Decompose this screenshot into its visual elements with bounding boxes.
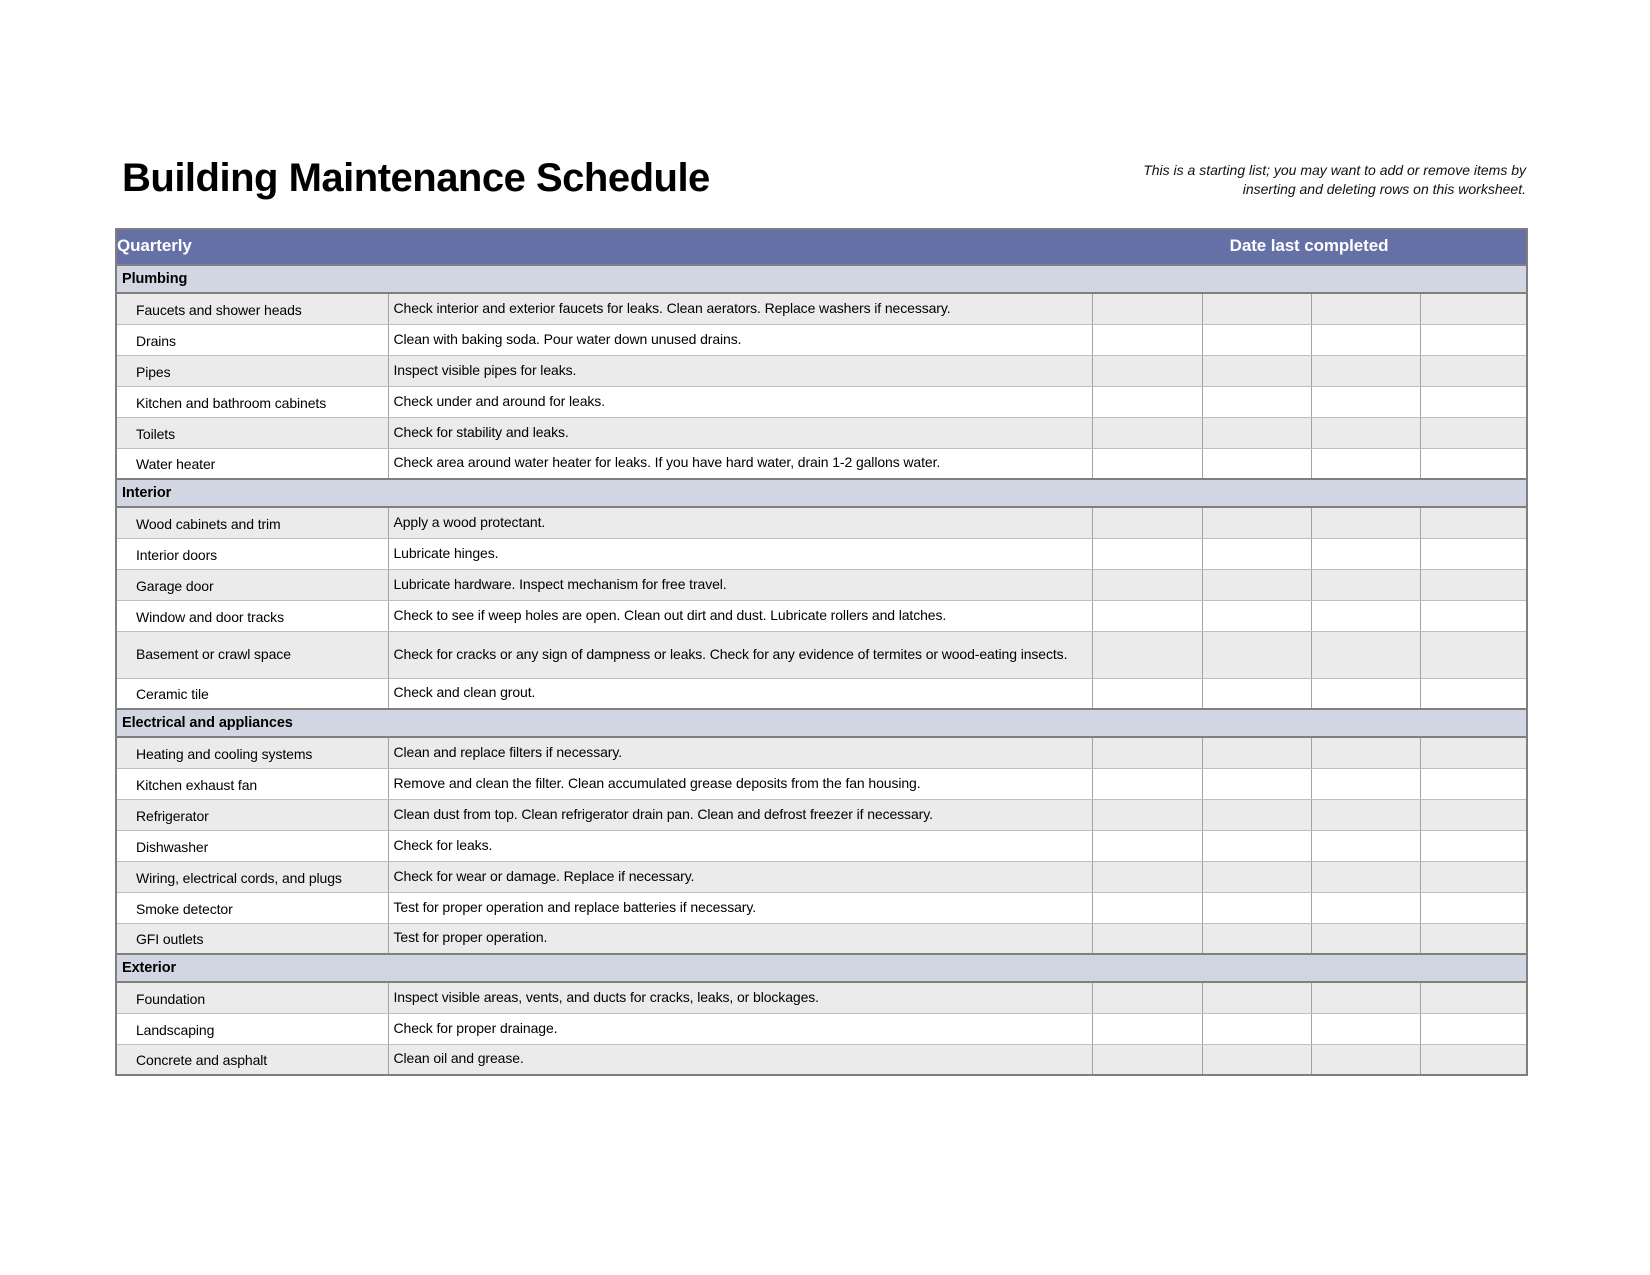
date-completed-cell[interactable] (1202, 448, 1311, 479)
item-cell: Wood cabinets and trim (116, 507, 388, 538)
section-row-interior (116, 479, 1527, 507)
date-completed-cell[interactable] (1420, 324, 1527, 355)
section-row-plumbing (116, 265, 1527, 293)
table-row (116, 507, 1527, 538)
date-completed-cell[interactable] (1092, 861, 1202, 892)
item-cell: Faucets and shower heads (116, 293, 388, 324)
table-header-row (116, 229, 1527, 265)
date-completed-cell[interactable] (1092, 982, 1202, 1013)
table-row (116, 892, 1527, 923)
item-cell: Toilets (116, 417, 388, 448)
date-completed-cell[interactable] (1092, 293, 1202, 324)
item-cell: Concrete and asphalt (116, 1044, 388, 1075)
date-completed-cell[interactable] (1420, 923, 1527, 954)
item-cell: Kitchen exhaust fan (116, 768, 388, 799)
worksheet-note (1143, 161, 1526, 199)
note-line-2: inserting and deleting rows on this worksheet. (1242, 181, 1526, 197)
date-completed-cell[interactable] (1202, 569, 1311, 600)
date-completed-cell[interactable] (1092, 830, 1202, 861)
date-completed-cell[interactable] (1202, 799, 1311, 830)
date-completed-cell[interactable] (1420, 861, 1527, 892)
date-completed-cell[interactable] (1420, 538, 1527, 569)
description-cell: Clean dust from top. Clean refrigerator drain pan. Clean and defrost freezer if necessary. (388, 799, 1092, 830)
date-completed-cell[interactable] (1092, 507, 1202, 538)
date-completed-cell[interactable] (1311, 678, 1420, 709)
date-completed-cell[interactable] (1311, 982, 1420, 1013)
date-completed-cell[interactable] (1092, 892, 1202, 923)
date-completed-cell[interactable] (1311, 799, 1420, 830)
item-cell: Garage door (116, 569, 388, 600)
date-completed-cell[interactable] (1092, 923, 1202, 954)
item-cell: Basement or crawl space (116, 631, 388, 678)
table-row (116, 293, 1527, 324)
date-completed-cell[interactable] (1420, 1013, 1527, 1044)
date-completed-cell[interactable] (1311, 892, 1420, 923)
date-completed-cell[interactable] (1092, 386, 1202, 417)
date-completed-cell[interactable] (1092, 569, 1202, 600)
date-completed-cell[interactable] (1420, 892, 1527, 923)
description-cell: Check under and around for leaks. (388, 386, 1092, 417)
date-completed-cell[interactable] (1092, 768, 1202, 799)
date-completed-cell[interactable] (1311, 1044, 1420, 1075)
date-completed-cell[interactable] (1202, 923, 1311, 954)
date-completed-cell[interactable] (1420, 448, 1527, 479)
item-cell: Smoke detector (116, 892, 388, 923)
section-label: Electrical and appliances (116, 709, 1527, 737)
date-completed-cell[interactable] (1092, 448, 1202, 479)
table-row (116, 448, 1527, 479)
date-completed-cell[interactable] (1092, 678, 1202, 709)
table-row (116, 830, 1527, 861)
description-cell: Check to see if weep holes are open. Clean out dirt and dust. Lubricate rollers and latches. (388, 600, 1092, 631)
description-cell: Check for stability and leaks. (388, 417, 1092, 448)
description-cell: Check for leaks. (388, 830, 1092, 861)
date-completed-cell[interactable] (1420, 768, 1527, 799)
description-cell: Inspect visible areas, vents, and ducts for cracks, leaks, or blockages. (388, 982, 1092, 1013)
date-completed-cell[interactable] (1202, 507, 1311, 538)
header-date-last-completed: Date last completed (1229, 236, 1389, 255)
date-completed-cell[interactable] (1311, 417, 1420, 448)
date-completed-cell[interactable] (1092, 631, 1202, 678)
description-cell: Apply a wood protectant. (388, 507, 1092, 538)
date-completed-cell[interactable] (1092, 799, 1202, 830)
table-row (116, 982, 1527, 1013)
table-row (116, 569, 1527, 600)
date-completed-cell[interactable] (1202, 737, 1311, 768)
date-completed-cell[interactable] (1420, 600, 1527, 631)
date-completed-cell[interactable] (1202, 768, 1311, 799)
date-completed-cell[interactable] (1420, 737, 1527, 768)
description-cell: Check for wear or damage. Replace if necessary. (388, 861, 1092, 892)
section-label: Exterior (116, 954, 1527, 982)
date-completed-cell[interactable] (1202, 600, 1311, 631)
date-completed-cell[interactable] (1420, 830, 1527, 861)
date-completed-cell[interactable] (1202, 293, 1311, 324)
item-cell: Foundation (116, 982, 388, 1013)
description-cell: Check for cracks or any sign of dampness or leaks. Check for any evidence of termites or wood-eating insects. (388, 631, 1092, 678)
description-cell: Clean oil and grease. (388, 1044, 1092, 1075)
date-completed-cell[interactable] (1420, 631, 1527, 678)
date-completed-cell[interactable] (1092, 417, 1202, 448)
item-cell: Drains (116, 324, 388, 355)
date-completed-cell[interactable] (1092, 324, 1202, 355)
table-row (116, 324, 1527, 355)
date-completed-cell[interactable] (1092, 1013, 1202, 1044)
table-row (116, 538, 1527, 569)
date-completed-cell[interactable] (1202, 678, 1311, 709)
item-cell: GFI outlets (116, 923, 388, 954)
date-completed-cell[interactable] (1202, 417, 1311, 448)
date-completed-cell[interactable] (1311, 830, 1420, 861)
header-quarterly: Quarterly (117, 236, 192, 255)
date-completed-cell[interactable] (1202, 355, 1311, 386)
date-completed-cell[interactable] (1202, 1013, 1311, 1044)
section-row-exterior (116, 954, 1527, 982)
item-cell: Refrigerator (116, 799, 388, 830)
table-row (116, 923, 1527, 954)
description-cell: Check area around water heater for leaks. If you have hard water, drain 1-2 gallons water. (388, 448, 1092, 479)
date-completed-cell[interactable] (1420, 417, 1527, 448)
maintenance-schedule-table (115, 228, 1528, 1076)
date-completed-cell[interactable] (1202, 324, 1311, 355)
date-completed-cell[interactable] (1202, 982, 1311, 1013)
item-cell: Interior doors (116, 538, 388, 569)
date-completed-cell[interactable] (1311, 293, 1420, 324)
item-cell: Heating and cooling systems (116, 737, 388, 768)
description-cell: Lubricate hinges. (388, 538, 1092, 569)
date-completed-cell[interactable] (1202, 861, 1311, 892)
date-completed-cell[interactable] (1092, 737, 1202, 768)
table-row (116, 768, 1527, 799)
date-completed-cell[interactable] (1420, 507, 1527, 538)
item-cell: Pipes (116, 355, 388, 386)
table-row (116, 737, 1527, 768)
description-cell: Test for proper operation and replace batteries if necessary. (388, 892, 1092, 923)
description-cell: Check and clean grout. (388, 678, 1092, 709)
note-line-1: This is a starting list; you may want to add or remove items by (1143, 162, 1526, 178)
date-completed-cell[interactable] (1311, 324, 1420, 355)
table-row (116, 678, 1527, 709)
table-row (116, 1013, 1527, 1044)
item-cell: Dishwasher (116, 830, 388, 861)
section-row-electrical-and-appliances (116, 709, 1527, 737)
item-cell: Wiring, electrical cords, and plugs (116, 861, 388, 892)
item-cell: Window and door tracks (116, 600, 388, 631)
date-completed-cell[interactable] (1311, 355, 1420, 386)
description-cell: Remove and clean the filter. Clean accumulated grease deposits from the fan housing. (388, 768, 1092, 799)
item-cell: Ceramic tile (116, 678, 388, 709)
date-completed-cell[interactable] (1420, 1044, 1527, 1075)
date-completed-cell[interactable] (1311, 448, 1420, 479)
page-title: Building Maintenance Schedule (122, 156, 710, 200)
date-completed-cell[interactable] (1311, 538, 1420, 569)
date-completed-cell[interactable] (1311, 1013, 1420, 1044)
section-label: Plumbing (116, 265, 1527, 293)
date-completed-cell[interactable] (1420, 293, 1527, 324)
date-completed-cell[interactable] (1420, 355, 1527, 386)
date-completed-cell[interactable] (1202, 830, 1311, 861)
section-label: Interior (116, 479, 1527, 507)
date-completed-cell[interactable] (1311, 631, 1420, 678)
table-row (116, 600, 1527, 631)
date-completed-cell[interactable] (1092, 600, 1202, 631)
date-completed-cell[interactable] (1092, 355, 1202, 386)
date-completed-cell[interactable] (1311, 600, 1420, 631)
item-cell: Landscaping (116, 1013, 388, 1044)
description-cell: Check interior and exterior faucets for leaks. Clean aerators. Replace washers if necessary. (388, 293, 1092, 324)
table-row (116, 417, 1527, 448)
date-completed-cell[interactable] (1311, 768, 1420, 799)
date-completed-cell[interactable] (1202, 892, 1311, 923)
date-completed-cell[interactable] (1420, 799, 1527, 830)
date-completed-cell[interactable] (1311, 923, 1420, 954)
table-row (116, 1044, 1527, 1075)
description-cell: Clean with baking soda. Pour water down unused drains. (388, 324, 1092, 355)
table-row (116, 386, 1527, 417)
item-cell: Water heater (116, 448, 388, 479)
table-row (116, 861, 1527, 892)
description-cell: Clean and replace filters if necessary. (388, 737, 1092, 768)
date-completed-cell[interactable] (1311, 737, 1420, 768)
table-row (116, 355, 1527, 386)
description-cell: Check for proper drainage. (388, 1013, 1092, 1044)
date-completed-cell[interactable] (1311, 386, 1420, 417)
date-completed-cell[interactable] (1420, 678, 1527, 709)
date-completed-cell[interactable] (1202, 538, 1311, 569)
date-completed-cell[interactable] (1420, 982, 1527, 1013)
date-completed-cell[interactable] (1311, 569, 1420, 600)
date-completed-cell[interactable] (1420, 386, 1527, 417)
date-completed-cell[interactable] (1202, 631, 1311, 678)
item-cell: Kitchen and bathroom cabinets (116, 386, 388, 417)
table-row (116, 631, 1527, 678)
date-completed-cell[interactable] (1092, 538, 1202, 569)
date-completed-cell[interactable] (1202, 1044, 1311, 1075)
date-completed-cell[interactable] (1311, 507, 1420, 538)
description-cell: Test for proper operation. (388, 923, 1092, 954)
description-cell: Lubricate hardware. Inspect mechanism for free travel. (388, 569, 1092, 600)
description-cell: Inspect visible pipes for leaks. (388, 355, 1092, 386)
date-completed-cell[interactable] (1202, 386, 1311, 417)
date-completed-cell[interactable] (1092, 1044, 1202, 1075)
date-completed-cell[interactable] (1420, 569, 1527, 600)
date-completed-cell[interactable] (1311, 861, 1420, 892)
table-row (116, 799, 1527, 830)
